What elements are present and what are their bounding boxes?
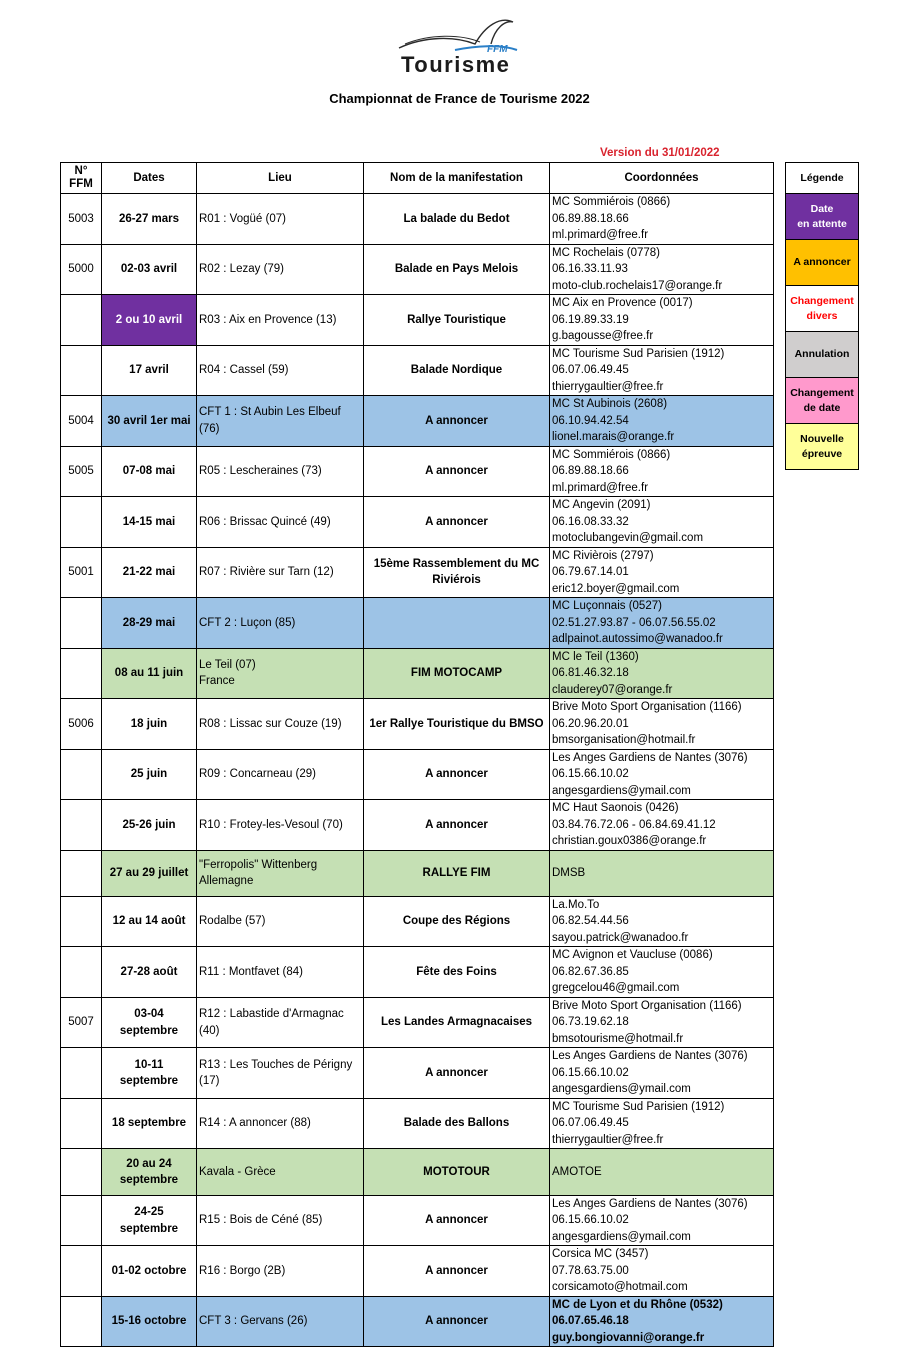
header-dates: Dates (102, 163, 197, 194)
contact-cell: MC Rivièrois (2797) 06.79.67.14.01 eric12.boyer@gmail.com (550, 547, 774, 598)
contact-cell: MC Sommiérois (0866) 06.89.88.18.66 ml.primard@free.fr (550, 194, 774, 245)
lieu-cell: R14 : A annoncer (88) (197, 1098, 364, 1149)
dates-cell: 08 au 11 juin (102, 648, 197, 699)
event-name-cell: A annoncer (364, 1296, 550, 1347)
contact-cell: AMOTOE (550, 1149, 774, 1195)
dates-cell: 27 au 29 juillet (102, 850, 197, 896)
dates-cell: 12 au 14 août (102, 896, 197, 947)
ffm-number-cell: 5000 (61, 244, 102, 295)
event-name-cell: A annoncer (364, 800, 550, 851)
events-table (60, 162, 774, 1347)
contact-cell: MC Haut Saonois (0426) 03.84.76.72.06 - 06.84.69.41.12 christian.goux0386@orange.fr (550, 800, 774, 851)
table-row (61, 850, 774, 896)
lieu-cell: CFT 1 : St Aubin Les Elbeuf (76) (197, 396, 364, 447)
dates-cell: 20 au 24 septembre (102, 1149, 197, 1195)
table-row (61, 295, 774, 346)
contact-cell: MC Aix en Provence (0017) 06.19.89.33.19 g.bagousse@free.fr (550, 295, 774, 346)
event-name-cell: Balade en Pays Melois (364, 244, 550, 295)
table-row (61, 947, 774, 998)
contact-cell: MC Luçonnais (0527) 02.51.27.93.87 - 06.07.56.55.02 adlpainot.autossimo@wanadoo.fr (550, 598, 774, 649)
table-row (61, 896, 774, 947)
lieu-cell: Le Teil (07) France (197, 648, 364, 699)
legend-item: Changement divers (786, 286, 859, 332)
table-row (61, 1296, 774, 1347)
table-row (61, 1195, 774, 1246)
dates-cell: 25 juin (102, 749, 197, 800)
table-row (61, 749, 774, 800)
contact-cell: Brive Moto Sport Organisation (1166) 06.20.96.20.01 bmsorganisation@hotmail.fr (550, 699, 774, 750)
page-title: Championnat de France de Tourisme 2022 (329, 91, 590, 106)
event-name-cell: Balade des Ballons (364, 1098, 550, 1149)
contact-cell: MC Tourisme Sud Parisien (1912) 06.07.06.49.45 thierrygaultier@free.fr (550, 1098, 774, 1149)
ffm-number-cell (61, 1098, 102, 1149)
dates-cell: 07-08 mai (102, 446, 197, 497)
ffm-number-cell: 5006 (61, 699, 102, 750)
contact-cell: La.Mo.To 06.82.54.44.56 sayou.patrick@wanadoo.fr (550, 896, 774, 947)
table-header-row (61, 163, 774, 194)
legend-item: Date en attente (786, 194, 859, 240)
table-row (61, 345, 774, 396)
table-row (61, 800, 774, 851)
event-name-cell (364, 598, 550, 649)
legend-item: Nouvelle épreuve (786, 424, 859, 470)
event-name-cell: Coupe des Régions (364, 896, 550, 947)
lieu-cell: R09 : Concarneau (29) (197, 749, 364, 800)
contact-cell: Corsica MC (3457) 07.78.63.75.00 corsicamoto@hotmail.com (550, 1246, 774, 1297)
event-name-cell: A annoncer (364, 497, 550, 548)
event-name-cell: MOTOTOUR (364, 1149, 550, 1195)
ffm-number-cell (61, 749, 102, 800)
contact-cell: MC St Aubinois (2608) 06.10.94.42.54 lionel.marais@orange.fr (550, 396, 774, 447)
table-row (61, 598, 774, 649)
ffm-mark: FFM (487, 44, 508, 55)
dates-cell: 25-26 juin (102, 800, 197, 851)
header-coord: Coordonnées (550, 163, 774, 194)
lieu-cell: "Ferropolis" Wittenberg Allemagne (197, 850, 364, 896)
event-name-cell: 15ème Rassemblement du MC Riviérois (364, 547, 550, 598)
contact-cell: Les Anges Gardiens de Nantes (3076) 06.15.66.10.02 angesgardiens@ymail.com (550, 749, 774, 800)
lieu-cell: R08 : Lissac sur Couze (19) (197, 699, 364, 750)
dates-cell: 03-04 septembre (102, 997, 197, 1048)
contact-cell: MC Angevin (2091) 06.16.08.33.32 motoclubangevin@gmail.com (550, 497, 774, 548)
lieu-cell: CFT 2 : Luçon (85) (197, 598, 364, 649)
dates-cell: 26-27 mars (102, 194, 197, 245)
lieu-cell: R13 : Les Touches de Périgny (17) (197, 1048, 364, 1099)
ffm-number-cell (61, 850, 102, 896)
dates-cell: 02-03 avril (102, 244, 197, 295)
header-lieu: Lieu (197, 163, 364, 194)
event-name-cell: A annoncer (364, 1048, 550, 1099)
contact-cell: Brive Moto Sport Organisation (1166) 06.73.19.62.18 bmsotourisme@hotmail.fr (550, 997, 774, 1048)
table-row (61, 1246, 774, 1297)
dates-cell: 27-28 août (102, 947, 197, 998)
legend-item: Annulation (786, 332, 859, 378)
lieu-cell: R15 : Bois de Céné (85) (197, 1195, 364, 1246)
dates-cell: 30 avril 1er mai (102, 396, 197, 447)
event-name-cell: A annoncer (364, 396, 550, 447)
table-row (61, 699, 774, 750)
contact-cell: Les Anges Gardiens de Nantes (3076) 06.15.66.10.02 angesgardiens@ymail.com (550, 1195, 774, 1246)
contact-cell: Les Anges Gardiens de Nantes (3076) 06.15.66.10.02 angesgardiens@ymail.com (550, 1048, 774, 1099)
lieu-cell: R03 : Aix en Provence (13) (197, 295, 364, 346)
lieu-cell: R11 : Montfavet (84) (197, 947, 364, 998)
table-row (61, 396, 774, 447)
table-row (61, 194, 774, 245)
event-name-cell: 1er Rallye Touristique du BMSO (364, 699, 550, 750)
ffm-number-cell (61, 896, 102, 947)
contact-cell: MC Tourisme Sud Parisien (1912) 06.07.06.49.45 thierrygaultier@free.fr (550, 345, 774, 396)
dates-cell: 18 septembre (102, 1098, 197, 1149)
ffm-number-cell (61, 1246, 102, 1297)
legend-item: Changement de date (786, 378, 859, 424)
ffm-number-cell (61, 1195, 102, 1246)
event-name-cell: A annoncer (364, 1246, 550, 1297)
ffm-number-cell (61, 947, 102, 998)
table-row (61, 547, 774, 598)
table-row (61, 497, 774, 548)
table-row (61, 1098, 774, 1149)
dates-cell: 10-11 septembre (102, 1048, 197, 1099)
dates-cell: 28-29 mai (102, 598, 197, 649)
ffm-number-cell: 5005 (61, 446, 102, 497)
ffm-number-cell (61, 800, 102, 851)
event-name-cell: Fête des Foins (364, 947, 550, 998)
ffm-number-cell: 5004 (61, 396, 102, 447)
event-name-cell: FIM MOTOCAMP (364, 648, 550, 699)
lieu-cell: Kavala - Grèce (197, 1149, 364, 1195)
table-row (61, 648, 774, 699)
ffm-number-cell (61, 345, 102, 396)
legend-item: A annoncer (786, 240, 859, 286)
lieu-cell: R04 : Cassel (59) (197, 345, 364, 396)
event-name-cell: A annoncer (364, 1195, 550, 1246)
dates-cell: 24-25 septembre (102, 1195, 197, 1246)
dates-cell: 21-22 mai (102, 547, 197, 598)
lieu-cell: R01 : Vogüé (07) (197, 194, 364, 245)
contact-cell: DMSB (550, 850, 774, 896)
legend-table (785, 162, 859, 470)
tourisme-logo (395, 14, 525, 76)
table-row (61, 244, 774, 295)
contact-cell: MC le Teil (1360) 06.81.46.32.18 clauderey07@orange.fr (550, 648, 774, 699)
ffm-number-cell (61, 1296, 102, 1347)
ffm-number-cell: 5007 (61, 997, 102, 1048)
event-name-cell: A annoncer (364, 749, 550, 800)
contact-cell: MC Rochelais (0778) 06.16.33.11.93 moto-club.rochelais17@orange.fr (550, 244, 774, 295)
dates-cell: 14-15 mai (102, 497, 197, 548)
ffm-number-cell: 5001 (61, 547, 102, 598)
dates-cell: 01-02 octobre (102, 1246, 197, 1297)
version-label: Version du 31/01/2022 (600, 147, 720, 159)
dates-cell: 2 ou 10 avril (102, 295, 197, 346)
lieu-cell: R12 : Labastide d'Armagnac (40) (197, 997, 364, 1048)
lieu-cell: R06 : Brissac Quincé (49) (197, 497, 364, 548)
lieu-cell: CFT 3 : Gervans (26) (197, 1296, 364, 1347)
header-nom: Nom de la manifestation (364, 163, 550, 194)
lieu-cell: R05 : Lescheraines (73) (197, 446, 364, 497)
dates-cell: 15-16 octobre (102, 1296, 197, 1347)
contact-cell: MC de Lyon et du Rhône (0532) 06.07.65.46.18 guy.bongiovanni@orange.fr (550, 1296, 774, 1347)
legend-title: Légende (786, 163, 859, 194)
contact-cell: MC Avignon et Vaucluse (0086) 06.82.67.36.85 gregcelou46@gmail.com (550, 947, 774, 998)
logo-wordmark: Tourisme (401, 52, 511, 77)
ffm-number-cell (61, 497, 102, 548)
dates-cell: 18 juin (102, 699, 197, 750)
dates-cell: 17 avril (102, 345, 197, 396)
lieu-cell: R10 : Frotey-les-Vesoul (70) (197, 800, 364, 851)
table-row (61, 1149, 774, 1195)
table-row (61, 446, 774, 497)
ffm-number-cell: 5003 (61, 194, 102, 245)
lieu-cell: R02 : Lezay (79) (197, 244, 364, 295)
event-name-cell: La balade du Bedot (364, 194, 550, 245)
ffm-number-cell (61, 1149, 102, 1195)
ffm-number-cell (61, 295, 102, 346)
event-name-cell: A annoncer (364, 446, 550, 497)
event-name-cell: Les Landes Armagnacaises (364, 997, 550, 1048)
table-row (61, 997, 774, 1048)
header-num: N° FFM (61, 163, 102, 194)
event-name-cell: Balade Nordique (364, 345, 550, 396)
lieu-cell: R07 : Rivière sur Tarn (12) (197, 547, 364, 598)
lieu-cell: R16 : Borgo (2B) (197, 1246, 364, 1297)
event-name-cell: RALLYE FIM (364, 850, 550, 896)
ffm-number-cell (61, 598, 102, 649)
ffm-number-cell (61, 648, 102, 699)
event-name-cell: Rallye Touristique (364, 295, 550, 346)
table-row (61, 1048, 774, 1099)
ffm-number-cell (61, 1048, 102, 1099)
contact-cell: MC Sommiérois (0866) 06.89.88.18.66 ml.primard@free.fr (550, 446, 774, 497)
lieu-cell: Rodalbe (57) (197, 896, 364, 947)
